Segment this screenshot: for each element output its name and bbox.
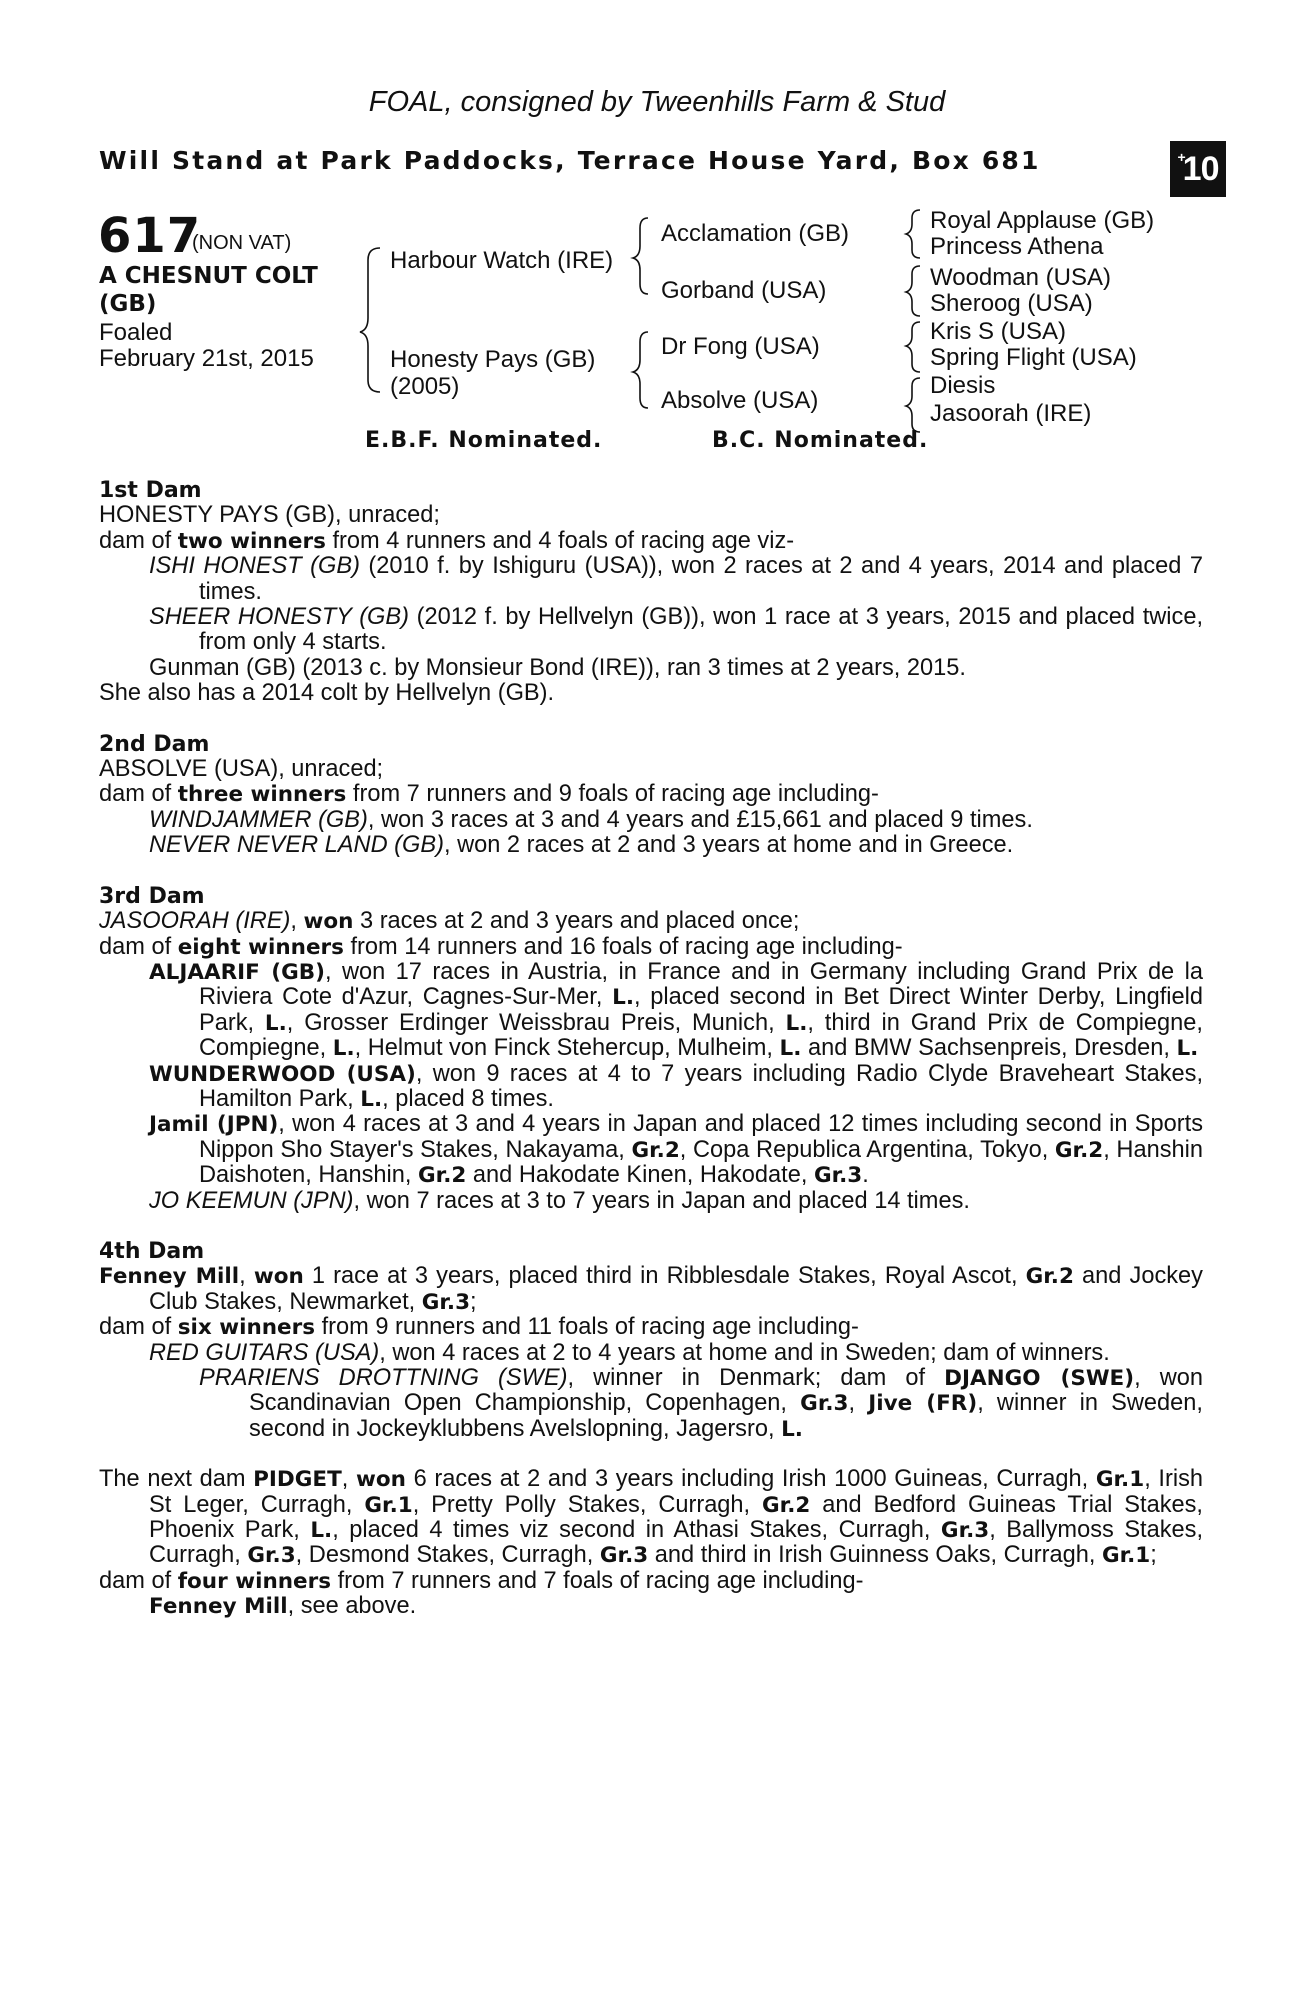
text: , third in Grand Prix de Compiegne, Compiegne, — [199, 1009, 1203, 1062]
text: , won 7 races at 3 to 7 years in Japan and placed 14 times. — [353, 1187, 970, 1214]
text: , — [848, 1390, 869, 1417]
fourth-dam-summary — [99, 1315, 1203, 1340]
text: and Hakodate Kinen, Hakodate, — [466, 1162, 814, 1189]
text: dam of — [99, 1314, 178, 1341]
second-dam-summary — [99, 782, 1203, 807]
text: , Copa Republica Argentina, Tokyo, — [679, 1136, 1055, 1163]
listed: L. — [1176, 1036, 1199, 1062]
badge-number: 10 — [1182, 149, 1219, 188]
text: and third in Irish Guinness Oaks, Curragh, — [648, 1542, 1102, 1569]
text: , Irish St Leger, Curragh, — [149, 1466, 1203, 1518]
group-grade: Gr.3 — [421, 1289, 471, 1315]
horse-name: WINDJAMMER (GB) — [149, 806, 368, 833]
listed: L. — [785, 1010, 808, 1036]
offspring-entry — [99, 808, 1203, 833]
text: The next dam — [99, 1466, 254, 1493]
second-dam-heading: 2nd Dam — [99, 731, 210, 757]
text: , placed 4 times viz second in Athasi Stakes, Curragh, — [332, 1517, 941, 1544]
horse-name: DJANGO (SWE) — [944, 1366, 1135, 1391]
text: dam of — [99, 933, 178, 960]
group-grade: Gr.1 — [1095, 1467, 1145, 1493]
text: , — [239, 1263, 254, 1290]
text: , won 4 races at 2 to 4 years at home and in Sweden; dam of winners. — [379, 1339, 1110, 1366]
lot-description-line1: A CHESNUT COLT — [99, 263, 318, 289]
first-dam-name: HONESTY PAYS (GB), unraced; — [99, 502, 440, 529]
text: , won 4 races at 3 and 4 years in Japan and placed 12 times including second in Sports Nippon Sho Stayer's Stakes, Nakayama, — [199, 1111, 1203, 1163]
text: , Ballymoss Stakes, Curragh, — [149, 1517, 1203, 1569]
lot-description-line2: (GB) — [99, 291, 157, 317]
group-grade: Gr.3 — [800, 1391, 849, 1417]
horse-name: WUNDERWOOD (USA) — [149, 1061, 416, 1087]
text: , — [341, 1466, 356, 1493]
listed: L. — [781, 1416, 803, 1442]
pedigree-g3: Woodman (USA) — [930, 264, 1111, 291]
text: from 7 runners and 9 foals of racing age including- — [346, 781, 879, 808]
catalogue-body — [99, 478, 1203, 1620]
pedigree-g6: Spring Flight (USA) — [930, 344, 1137, 371]
offspring-entry — [99, 833, 1203, 858]
third-dam-heading: 3rd Dam — [99, 883, 205, 909]
text: , won 3 races at 3 and 4 years and £15,661 and placed 9 times. — [367, 806, 1033, 833]
text: , Desmond Stakes, Curragh, — [295, 1542, 600, 1569]
text: ; — [470, 1288, 477, 1315]
horse-name: Fenney Mill — [99, 1264, 240, 1290]
listed: L. — [332, 1036, 355, 1062]
vat-status: (NON VAT) — [192, 232, 292, 254]
horse-name: JASOORAH (IRE) — [99, 908, 291, 935]
offspring-entry: Gunman (GB) (2013 c. by Monsieur Bond (IRE)), ran 3 times at 2 years, 2015. — [149, 654, 966, 681]
offspring-entry — [99, 1341, 1203, 1366]
offspring-entry — [99, 605, 1203, 656]
first-dam-summary — [99, 529, 1203, 554]
pedigree-g4: Sheroog (USA) — [930, 290, 1093, 317]
horse-name: Jamil (JPN) — [149, 1112, 279, 1138]
listed: L. — [612, 985, 634, 1011]
pedigree-g5: Kris S (USA) — [930, 318, 1067, 345]
text: , see above. — [287, 1593, 417, 1620]
next-dam-summary — [99, 1569, 1203, 1594]
text: from 7 runners and 7 foals of racing age including- — [331, 1567, 864, 1594]
pedigree-g2: Princess Athena — [930, 233, 1104, 260]
offspring-entry — [99, 1594, 1203, 1619]
first-dam-heading: 1st Dam — [99, 478, 202, 503]
offspring-entry — [99, 1189, 1203, 1214]
text: from 14 runners and 16 foals of racing age including- — [343, 933, 903, 960]
winners-count: two winners — [177, 528, 326, 554]
second-dam-name: ABSOLVE (USA), unraced; — [99, 756, 384, 783]
text: 6 races at 2 and 3 years including Irish 1000 Guineas, Curragh, — [405, 1466, 1096, 1493]
horse-name: SHEER HONESTY (GB) — [149, 604, 410, 631]
listed: L. — [779, 1036, 802, 1062]
text: from 9 runners and 11 foals of racing age including- — [315, 1314, 859, 1341]
foaled-label: Foaled — [99, 319, 173, 346]
badge-plus: + — [1177, 149, 1185, 165]
text: 3 races at 2 and 3 years and placed once; — [353, 908, 800, 935]
offspring-entry — [99, 554, 1203, 605]
winners-count: three winners — [177, 782, 347, 808]
pedigree-dam-dam: Absolve (USA) — [661, 387, 819, 414]
text: , placed second in Bet Direct Winter Derby, Lingfield Park, — [199, 984, 1203, 1036]
winners-count: eight winners — [177, 934, 344, 960]
pedigree-sire-sire: Acclamation (GB) — [661, 220, 850, 247]
stand-location: Will Stand at Park Paddocks, Terrace House Yard, Box 681 — [99, 146, 1041, 175]
pedigree-dam-sire: Dr Fong (USA) — [661, 333, 820, 360]
text: . — [862, 1162, 869, 1189]
text: , winner in Denmark; dam of — [567, 1365, 945, 1391]
horse-name: ISHI HONEST (GB) — [149, 553, 360, 580]
horse-name: Fenney Mill — [149, 1594, 288, 1620]
text: dam of — [99, 1567, 178, 1594]
group-grade: Gr.3 — [247, 1543, 296, 1569]
horse-name: RED GUITARS (USA) — [149, 1339, 380, 1366]
horse-name: PRARIENS DROTTNING (SWE) — [199, 1365, 568, 1391]
group-grade: Gr.3 — [813, 1163, 863, 1189]
won: won — [303, 909, 354, 935]
bc-nominated: B.C. Nominated. — [712, 428, 929, 453]
group-grade: Gr.2 — [418, 1163, 467, 1189]
third-dam-summary — [99, 935, 1203, 960]
pedigree-g1: Royal Applause (GB) — [930, 207, 1155, 234]
fourth-dam-name — [99, 1264, 1203, 1315]
text: , Grosser Erdinger Weissbrau Preis, Munich, — [286, 1009, 786, 1036]
winners-count: four winners — [177, 1568, 332, 1594]
text: dam of — [99, 527, 178, 554]
text: , winner in Sweden, second in Jockeyklubbens Avelslopning, Jagersro, — [249, 1390, 1203, 1442]
text: , Helmut von Finck Stehercup, Mulheim, — [354, 1035, 780, 1062]
text: , won 9 races at 4 to 7 years including Radio Clyde Braveheart Stakes, Hamilton Park, — [199, 1060, 1204, 1112]
winners-count: six winners — [177, 1315, 316, 1341]
group-grade: Gr.2 — [631, 1137, 680, 1163]
text: and BMW Sachsenpreis, Dresden, — [801, 1035, 1177, 1062]
won: won — [356, 1467, 406, 1493]
horse-name: NEVER NEVER LAND (GB) — [149, 832, 444, 859]
listed: L. — [264, 1010, 287, 1036]
pedigree-g8: Jasoorah (IRE) — [930, 400, 1092, 427]
text: (2010 f. by Ishiguru (USA)), won 2 races at 2 and 4 years, 2014 and placed 7 times. — [199, 553, 1203, 605]
text: 1 race at 3 years, placed third in Ribblesdale Stakes, Royal Ascot, — [303, 1263, 1026, 1290]
next-dam-entry — [99, 1467, 1203, 1569]
group-grade: Gr.2 — [1025, 1264, 1074, 1290]
text: , Hanshin Daishoten, Hanshin, — [199, 1136, 1203, 1189]
page-title: FOAL, consigned by Tweenhills Farm & Stud — [368, 86, 946, 118]
group-grade: Gr.3 — [940, 1518, 990, 1544]
lot-number: 617 — [98, 208, 202, 264]
pedigree-dam: Honesty Pays (GB) — [390, 346, 596, 373]
text: (2012 f. by Hellvelyn (GB)), won 1 race at 3 years, 2015 and placed twice, from only 4 starts. — [199, 604, 1203, 656]
group-grade: Gr.1 — [364, 1492, 413, 1518]
group-grade: Gr.2 — [1054, 1137, 1104, 1163]
text: , won 17 races in Austria, in France and in Germany including Grand Prix de la Riviera Cote d'Azur, Cagnes-Sur-Mer, — [199, 958, 1203, 1011]
text: dam of — [99, 781, 178, 808]
offspring-entry — [99, 1062, 1203, 1113]
offspring-entry — [99, 1112, 1203, 1188]
text: , Pretty Polly Stakes, Curragh, — [412, 1491, 763, 1518]
horse-name: ALJAARIF (GB) — [149, 959, 325, 985]
horse-name: JO KEEMUN (JPN) — [149, 1187, 354, 1214]
listed: L. — [310, 1518, 333, 1544]
third-dam-name: JASOORAH (IRE), won 3 races at 2 and 3 years and placed once; — [99, 908, 800, 935]
fourth-dam-heading: 4th Dam — [99, 1238, 205, 1264]
text: , won 2 races at 2 and 3 years at home and in Greece. — [443, 832, 1014, 859]
text: from 4 runners and 4 foals of racing age viz- — [325, 527, 795, 554]
group-grade: Gr.2 — [762, 1492, 811, 1518]
first-dam-also: She also has a 2014 colt by Hellvelyn (GB). — [99, 680, 555, 707]
text: , placed 8 times. — [382, 1085, 554, 1112]
pedigree-g7: Diesis — [930, 372, 996, 399]
group-grade: Gr.3 — [599, 1543, 649, 1569]
horse-name: Jive (FR) — [868, 1391, 978, 1417]
pedigree-sire-dam: Gorband (USA) — [661, 277, 827, 304]
foaled-date: February 21st, 2015 — [99, 345, 314, 372]
text: ; — [1150, 1542, 1157, 1569]
pedigree-sire: Harbour Watch (IRE) — [390, 247, 614, 274]
ebf-nominated: E.B.F. Nominated. — [365, 428, 603, 453]
offspring-entry — [99, 960, 1203, 1062]
won: won — [253, 1264, 304, 1290]
group-grade: Gr.1 — [1101, 1543, 1151, 1569]
pedigree-dam-year: (2005) — [390, 373, 460, 400]
text: and Bedford Guineas Trial Stakes, Phoenix Park, — [149, 1491, 1203, 1544]
offspring-entry — [99, 1366, 1203, 1442]
text: and Jockey Club Stakes, Newmarket, — [149, 1263, 1203, 1315]
text: , won Scandinavian Open Championship, Copenhagen, — [249, 1365, 1203, 1417]
horse-name: PIDGET — [253, 1467, 342, 1493]
listed: L. — [360, 1086, 383, 1112]
